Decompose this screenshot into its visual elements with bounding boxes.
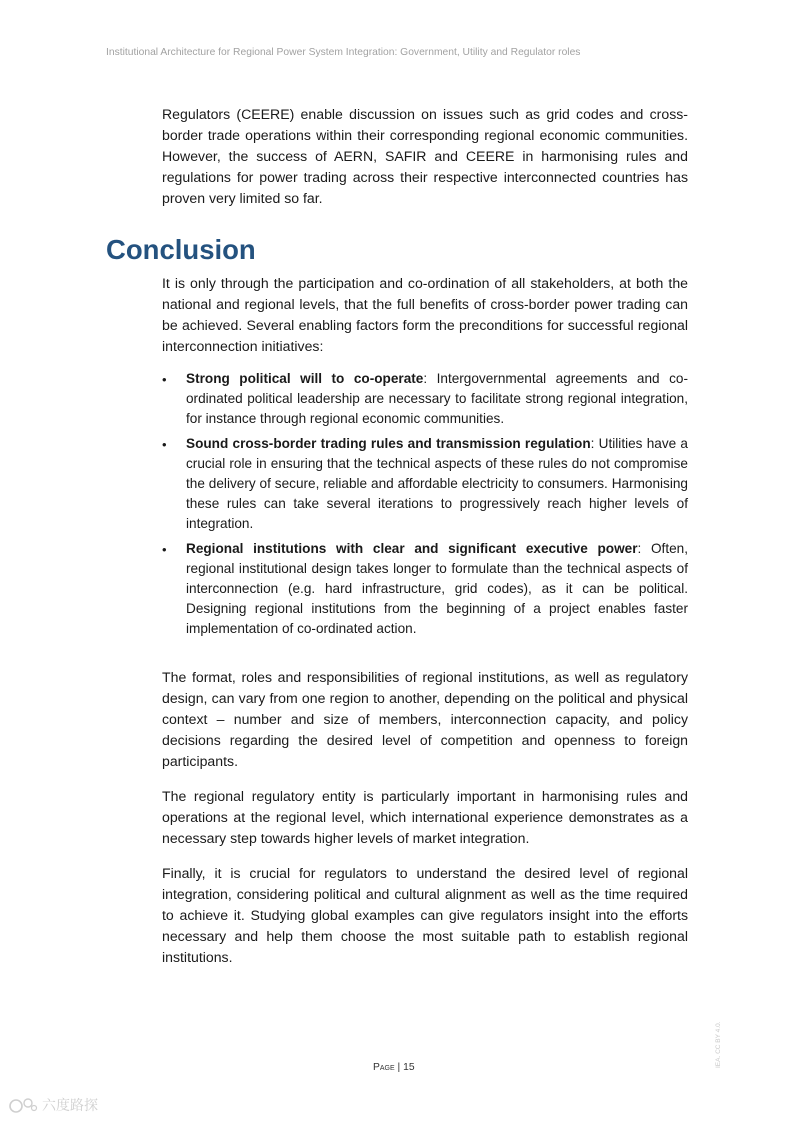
page-label: Page (373, 1062, 395, 1073)
regional-format-paragraph: The format, roles and responsibilities of regional institutions, as well as regulatory design, can vary from one region to another, depending on the political and physical context – number and size of members, interconnection capacity, and policy decisions regarding the desired level of competition and openness to foreign participants. (162, 669, 688, 769)
watermark-logo-icon (8, 1096, 38, 1114)
page-separator: | (397, 1062, 401, 1073)
intro-paragraph: Regulators (CEERE) enable discussion on issues such as grid codes and cross-border trade operations within their corresponding regional economic communities. However, the success of AERN, SAFIR and CEERE in harmonising rules and regulations for power trading across their respective interconnected countries has proven very limited so far. (162, 106, 688, 206)
regulatory-entity-paragraph: The regional regulatory entity is particularly important in harmonising rules and operations at the regional level, which international experience demonstrates as a necessary step towards higher levels of market integration. (162, 788, 688, 846)
bullet-icon: • (162, 541, 167, 557)
bullet-icon: • (162, 436, 167, 452)
closing-paragraph: Finally, it is crucial for regulators to understand the desired level of regional integration, considering political and cultural alignment as well as the time required to achieve it. Studying global examples can give regulators insight into the efforts necessary and help them choose the most suitable path to establish regional institutions. (162, 865, 688, 965)
bullet-lead: Strong political will to co-operate (186, 371, 424, 386)
page-number (373, 1062, 415, 1073)
watermark-text: 六度路探 (42, 1097, 98, 1113)
license-credit: IEA. CC BY 4.0. (715, 1021, 722, 1068)
conclusion-intro-paragraph: It is only through the participation and co-ordination of all stakeholders, at both the national and regional levels, that the full benefits of cross-border power trading can be achieved. Several enabling factors form the preconditions for successful regional interconnection initiatives: (162, 275, 688, 354)
bullet-lead: Regional institutions with clear and significant executive power (186, 540, 638, 556)
bullet-text: : Intergovernmental agreements and co-ordinated political leadership are necessary to facilitate strong regional integration, for instance through regional economic communities. (186, 371, 688, 427)
list-item (162, 539, 688, 640)
enabling-factors-list (162, 369, 688, 644)
list-item (162, 434, 688, 535)
list-item (162, 369, 688, 430)
bullet-text: : Often, regional institutional design takes longer to formulate than the technical aspects of interconnection (e.g. hard infrastructure, grid codes), as it can be political. Designing regional institutions from the beginning of a project enables faster implementation of co-ordinated action. (186, 540, 689, 637)
page-number-value: 15 (403, 1062, 415, 1073)
conclusion-heading: Conclusion (106, 234, 256, 265)
running-header: Institutional Architecture for Regional Power System Integration: Government, Utility and Regulator roles (106, 47, 581, 58)
watermark (8, 1095, 98, 1115)
bullet-icon: • (162, 372, 167, 387)
bullet-text: : Utilities have a crucial role in ensuring that the technical aspects of these rules do not compromise the delivery of secure, reliable and affordable electricity to consumers. Harmonising these rules can take several iterations to progressively reach higher levels of integration. (186, 435, 688, 532)
bullet-lead: Sound cross-border trading rules and transmission regulation (186, 435, 591, 451)
